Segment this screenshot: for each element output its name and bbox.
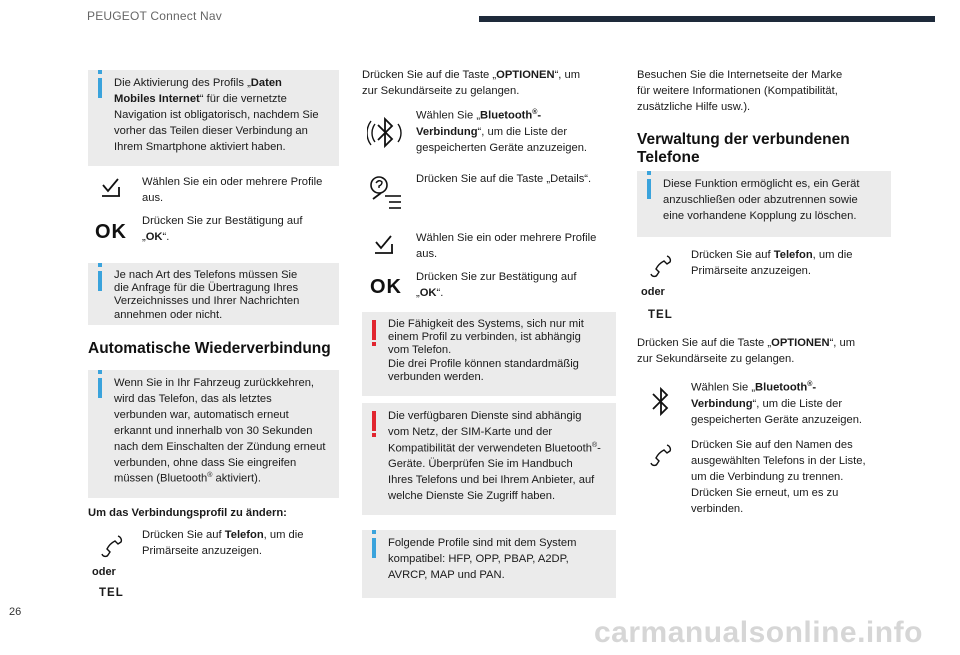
step-disconnect-phone: Drücken Sie auf den Namen des ausgewählten Telefons in der Liste, um die Verbindung zu trennen. Drücken Sie erneut, um es zu verbinden. bbox=[691, 439, 866, 515]
options-intro-2: Drücken Sie auf die Taste „OPTIONEN“, um zur Sekundärseite zu gelangen. bbox=[637, 337, 856, 365]
text-line: Ihrem Smartphone aktiviert haben. bbox=[114, 140, 286, 153]
section-heading-auto-reconnect: Automatische Wiederverbindung bbox=[88, 340, 331, 357]
info-marker-icon bbox=[647, 179, 651, 199]
ok-icon: OK bbox=[370, 276, 402, 298]
step-confirm-ok-2: Drücken Sie zur Bestätigung auf „OK“. bbox=[416, 271, 577, 299]
text-line: Die Aktivierung des Profils „Daten bbox=[114, 77, 282, 89]
watermark: carmanualsonline.info bbox=[594, 616, 923, 649]
step-bluetooth-connection-2: Wählen Sie „Bluetooth®- Verbindung“, um die Liste der gespeicherten Geräte anzuzeigen. bbox=[691, 381, 863, 426]
phone-icon bbox=[99, 534, 123, 558]
step-confirm-ok: Drücken Sie zur Bestätigung auf „OK“. bbox=[142, 215, 303, 243]
bluetooth-icon bbox=[648, 385, 674, 419]
ok-icon: OK bbox=[95, 221, 127, 243]
warning-box-profile: Die Fähigkeit des Systems, sich nur mit einem Profil zu verbinden, ist abhängig vom Telefon. Die drei Profile können standardmäßig verbunden werden. bbox=[362, 312, 616, 396]
warning-marker-icon bbox=[372, 320, 376, 340]
options-intro: Drücken Sie auf die Taste „OPTIONEN“, um zur Sekundärseite zu gelangen. bbox=[362, 69, 581, 97]
info-marker-icon bbox=[98, 78, 102, 98]
warning-box-services: Die verfügbaren Dienste sind abhängig vom Netz, der SIM-Karte und der Kompatibilität der verwendeten Bluetooth®- Geräte. Überprüfen Sie im Handbuch Ihres Telefons und bei Ihrem Anbieter, auf welche Dienste Sie Zugriff haben. bbox=[362, 403, 616, 515]
step-select-profiles-2: Wählen Sie ein oder mehrere Profile aus. bbox=[416, 232, 597, 260]
page-number: 26 bbox=[9, 606, 22, 618]
info-box-auto-reconnect: Wenn Sie in Ihr Fahrzeug zurückkehren, wird das Telefon, das als letztes verbunden war, automatisch erneut erkannt und innerhalb von 30 Sekunden nach dem Einschalten der Zündung erneut verbunden, ohne dass Sie eingreifen müssen (Bluetooth® aktiviert). bbox=[88, 370, 339, 498]
tel-button-icon: TEL bbox=[648, 309, 673, 321]
checklist-icon bbox=[373, 234, 395, 256]
header-title: PEUGEOT Connect Nav bbox=[87, 9, 222, 23]
oder-label: oder bbox=[92, 566, 116, 578]
info-box-data-profile bbox=[88, 70, 339, 166]
info-marker-icon bbox=[372, 538, 376, 558]
text-line: Navigation ist obligatorisch, nachdem Sie bbox=[114, 108, 319, 121]
text-line: Mobiles Internet“ für die vernetzte bbox=[114, 92, 287, 105]
info-box-phone-request: Je nach Art des Telefons müssen Sie die Anfrage für die Übertragung Ihres Verzeichnisses und Ihrer Nachrichten annehmen oder nicht. bbox=[88, 263, 339, 325]
step-press-telefon: Drücken Sie auf Telefon, um die Primärseite anzuzeigen. bbox=[142, 529, 304, 557]
oder-label: oder bbox=[641, 286, 665, 298]
details-icon bbox=[367, 172, 403, 212]
website-intro: Besuchen Sie die Internetseite der Marke für weitere Informationen (Kompatibilität, zusätzliche Hilfe usw.). bbox=[637, 69, 843, 113]
info-marker-icon bbox=[98, 271, 102, 291]
warning-marker-icon bbox=[372, 411, 376, 431]
header-bar bbox=[479, 16, 935, 22]
info-box-manage-function: Diese Funktion ermöglicht es, ein Gerät anzuschließen oder abzutrennen sowie eine vorhandene Kopplung zu löschen. bbox=[637, 171, 891, 237]
step-details: Drücken Sie auf die Taste „Details“. bbox=[416, 173, 592, 185]
phone-icon bbox=[648, 443, 672, 467]
section-heading-manage-phones: Verwaltung der verbundenen Telefone bbox=[637, 131, 850, 166]
info-box-compatible-profiles: Folgende Profile sind mit dem System kompatibel: HFP, OPP, PBAP, A2DP, AVRCP, MAP und PAN. bbox=[362, 530, 616, 598]
step-press-telefon-2: Drücken Sie auf Telefon, um die Primärseite anzuzeigen. bbox=[691, 249, 853, 277]
step-bluetooth-connection: Wählen Sie „Bluetooth®- Verbindung“, um die Liste der gespeicherten Geräte anzuzeigen. bbox=[416, 109, 588, 154]
checklist-icon bbox=[100, 177, 122, 199]
phone-icon bbox=[648, 254, 672, 278]
info-marker-icon bbox=[98, 378, 102, 398]
bluetooth-search-icon bbox=[367, 113, 403, 153]
step-select-profiles: Wählen Sie ein oder mehrere Profile aus. bbox=[142, 176, 323, 204]
sub-heading-change-profile: Um das Verbindungsprofil zu ändern: bbox=[88, 507, 287, 519]
tel-button-icon: TEL bbox=[99, 587, 124, 599]
text-line: vorher das Teilen dieser Verbindung an bbox=[114, 124, 308, 137]
